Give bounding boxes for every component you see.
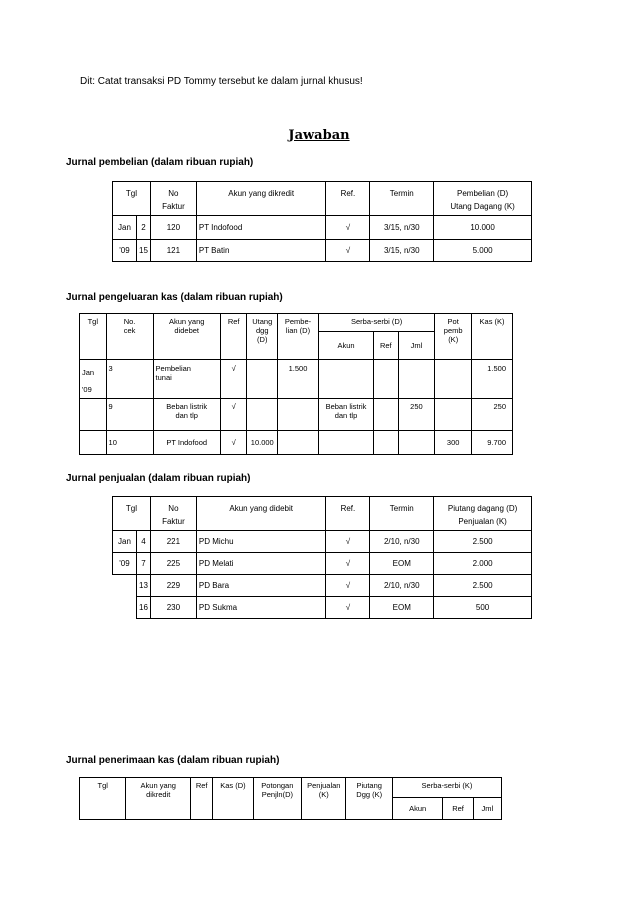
col-pembelian: Pembe- lian (D) [278,314,319,360]
table-row: Jan 4 221 PD Michu √ 2/10, n/30 2.500 [113,531,532,553]
col-serba-ref: Ref [374,332,399,360]
col-serba-ref: Ref [443,798,473,820]
purchase-journal-title: Jurnal pembelian (dalam ribuan rupiah) [66,157,254,168]
col-potongan: Pot pemb (K) [435,314,472,360]
purchase-journal-table [112,181,532,262]
instruction-text: Dit: Catat transaksi PD Tommy tersebut ke dalam jurnal khusus! [80,76,363,87]
table-row: 10 PT Indofood √ 10.000 300 9.700 [80,431,513,455]
col-kas: Kas (D) [213,778,253,820]
col-kas: Kas (K) [472,314,513,360]
month-cell: Jan [113,531,137,553]
col-no-cek: No. cek [106,314,153,360]
col-akun: Akun yang dikredit [126,778,191,820]
col-ref: Ref. [326,497,370,531]
sales-journal-table [112,496,532,619]
col-akun: Akun yang didebit [196,497,326,531]
col-termin: Termin [370,182,434,216]
col-serba-jml: Jml [473,798,501,820]
table-row: Jan 2 120 PT Indofood √ 3/15, n/30 10.000 [113,216,532,240]
col-serba-akun: Akun [392,798,442,820]
col-piutang: Piutang Dgg (K) [346,778,392,820]
table-row: Jan '09 3 Pembelian tunai √ 1.500 1.500 [80,360,513,399]
col-serba-serbi: Serba-serbi (D) [318,314,434,332]
table-row: '09 7 225 PD Melati √ EOM 2.000 [113,553,532,575]
col-serba-jml: Jml [398,332,435,360]
col-penjualan: Penjualan (K) [302,778,346,820]
cash-receipts-journal-title: Jurnal penerimaan kas (dalam ribuan rupiah) [66,755,280,766]
month-cell: Jan [113,216,137,240]
col-ref: Ref [191,778,213,820]
answer-heading: Jawaban [288,128,350,143]
sales-journal-title: Jurnal penjualan (dalam ribuan rupiah) [66,473,251,484]
col-amount: Pembelian (D) Utang Dagang (K) [434,182,532,216]
table-row: 9 Beban listrik dan tlp √ Beban listrik dan tlp 250 250 [80,399,513,431]
date-cell: Jan '09 [80,360,107,399]
table-row: '09 15 121 PT Batin √ 3/15, n/30 5.000 [113,240,532,262]
col-amount: Piutang dagang (D) Penjualan (K) [434,497,532,531]
col-ref: Ref [220,314,247,360]
col-tgl: Tgl [113,497,151,531]
col-no-faktur: No Faktur [150,497,196,531]
col-termin: Termin [370,497,434,531]
col-utang: Utang dgg (D) [247,314,278,360]
cash-disbursement-journal-table [79,313,513,455]
col-ref: Ref. [326,182,370,216]
col-serba-akun: Akun [318,332,373,360]
year-cell: '09 [113,240,137,262]
table-row: 13 229 PD Bara √ 2/10, n/30 2.500 [113,575,532,597]
cash-receipts-journal-table [79,777,502,820]
col-serba-serbi: Serba-serbi (K) [392,778,501,798]
cash-disbursement-journal-title: Jurnal pengeluaran kas (dalam ribuan rupiah) [66,292,283,303]
year-cell: '09 [113,553,137,575]
col-tgl: Tgl [80,778,126,820]
col-tgl: Tgl [113,182,151,216]
col-no-faktur: No Faktur [150,182,196,216]
col-potongan: Potongan Penjln(D) [253,778,301,820]
col-tgl: Tgl [80,314,107,360]
col-akun: Akun yang didebet [153,314,220,360]
col-akun: Akun yang dikredit [196,182,326,216]
table-row: 16 230 PD Sukma √ EOM 500 [113,597,532,619]
